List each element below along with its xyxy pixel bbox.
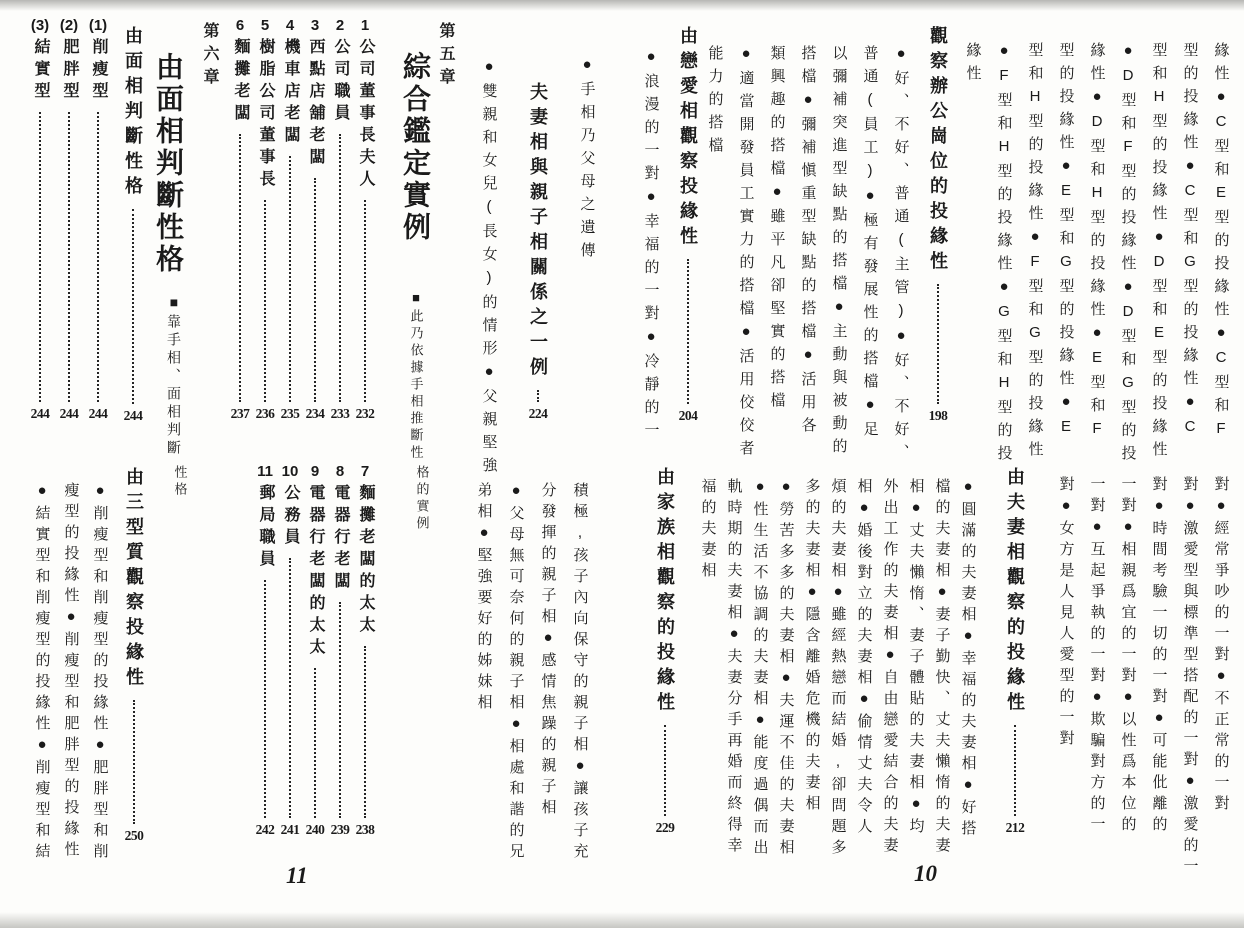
dotted-leader	[68, 112, 70, 402]
entry-number: (1)	[88, 17, 108, 34]
page-number: 250	[124, 827, 144, 843]
page-number: 242	[255, 821, 275, 837]
chapter-label	[194, 22, 224, 91]
toc-list-column	[1144, 42, 1174, 464]
toc-numbered-entry	[277, 18, 303, 420]
toc-text: ●父母無可奈何的親子相●相處和諧的兄	[507, 482, 525, 864]
toc-section-entry	[645, 467, 685, 834]
toc-text: 一對●互起爭執的一對●欺騙對方的一	[1088, 476, 1106, 837]
page-number: 232	[355, 405, 375, 421]
toc-text: 對●經常爭吵的一對●不正常的一對	[1212, 476, 1230, 816]
toc-text: ●圓滿的夫妻相●幸福的夫妻相●好搭	[959, 478, 977, 841]
toc-list-column	[793, 45, 823, 440]
toc-text: 型的投緣性●E型和G型的投緣性●E	[1057, 42, 1075, 443]
dotted-leader	[289, 156, 291, 402]
toc-text: 第五章	[437, 22, 454, 91]
dotted-leader	[314, 668, 316, 818]
toc-text: 第六章	[201, 22, 218, 91]
toc-text: 一對●相親爲宜的一對●以性爲本位的	[1119, 476, 1137, 837]
toc-list-column	[719, 478, 749, 858]
entry-number: 10	[281, 463, 299, 480]
toc-list-column	[1175, 476, 1205, 879]
toc-section-entry	[668, 26, 708, 422]
toc-list-column	[886, 45, 916, 467]
page-number: 234	[305, 405, 325, 421]
folio-page-number-left: 11	[286, 863, 308, 888]
dotted-leader	[239, 134, 241, 402]
page-number: 244	[88, 405, 108, 421]
toc-text: 型的投緣性●C型和G型的投緣性●C	[1181, 42, 1199, 443]
toc-text: ●好、不好、普通(主管)●好、不好、	[892, 45, 910, 467]
toc-text: 檔的夫妻相●妻子勤快、丈夫懶惰的夫妻	[933, 478, 951, 858]
margin-note	[404, 290, 428, 462]
note-continuation	[410, 465, 434, 533]
toc-text: 格的實例	[414, 465, 430, 533]
toc-numbered-entry	[227, 18, 253, 420]
toc-text: 性格	[172, 465, 188, 499]
toc-section-entry	[518, 82, 558, 420]
page-number: 240	[305, 821, 325, 837]
toc-text: 由夫妻相觀察的投緣性	[1005, 467, 1025, 717]
toc-text: 樹脂公司董事長	[257, 38, 274, 192]
toc-text: 積極,孩子內向保守的親子相●讓孩子充	[571, 482, 589, 864]
toc-list-column	[1051, 42, 1081, 443]
toc-text: ●手相乃父母之遺傳	[578, 56, 596, 265]
page-number: 212	[1005, 819, 1025, 835]
entry-number: 9	[310, 463, 320, 480]
toc-text: 機車店老闆	[282, 38, 299, 148]
toc-text: ●浪漫的一對●幸福的一對●冷靜的一	[642, 48, 660, 445]
dotted-leader	[339, 134, 341, 402]
toc-list-column	[565, 482, 595, 864]
toc-text: 由面相判斷性格	[153, 52, 184, 276]
page-number: 233	[330, 405, 350, 421]
toc-text: 郵局職員	[257, 484, 274, 572]
toc-text: 對●時間考驗一切的一對●可能仳離的	[1150, 476, 1168, 837]
scan-edge-top	[0, 0, 1244, 12]
toc-numbered-entry	[85, 18, 111, 420]
dotted-leader	[1014, 725, 1016, 816]
toc-list-column	[1082, 476, 1112, 837]
toc-text: ●勞苦多多的夫妻相●夫運不佳的夫妻相	[777, 478, 795, 860]
toc-text: 搭檔●彌補愼重型缺點的搭檔●活用各	[799, 45, 817, 440]
toc-text: ●削瘦型和削瘦型的投緣性●肥胖型和削	[91, 482, 109, 864]
entry-number: 11	[257, 463, 273, 480]
toc-list-column	[1206, 476, 1236, 816]
toc-list-column	[572, 56, 602, 265]
folio-page-number-right: 10	[914, 861, 937, 886]
toc-list-column	[875, 478, 905, 858]
dotted-leader	[537, 390, 539, 402]
page-number: 238	[355, 821, 375, 837]
toc-text: 對●女方是人見人愛型的一對	[1057, 476, 1075, 751]
toc-text: 麵攤老闆	[232, 38, 249, 126]
dotted-leader	[97, 112, 99, 402]
toc-list-column	[797, 478, 827, 816]
toc-list-column	[27, 482, 57, 864]
toc-text: 緣性●C型和E型的投緣性●C型和F	[1212, 42, 1230, 445]
toc-text: 軌時期的夫妻相●夫妻分手再婚而終得幸	[725, 478, 743, 858]
dotted-leader	[687, 259, 689, 404]
entry-number: 1	[360, 17, 370, 34]
toc-text: ●F型和H型的投緣性●G型和H型的投	[995, 42, 1013, 468]
toc-text: 緣性	[964, 42, 982, 88]
toc-text: 福的夫妻相	[699, 478, 717, 583]
toc-text: 瘦型的投緣性●削瘦型和肥胖型的投緣性	[62, 482, 80, 862]
toc-list-column	[855, 45, 885, 444]
toc-section-entry	[918, 26, 958, 422]
page-number: 204	[678, 407, 698, 423]
toc-section-entry	[995, 467, 1035, 834]
toc-text: 相●丈夫懶惰、妻子體貼的夫妻相●均	[907, 478, 925, 839]
toc-numbered-entry	[352, 18, 378, 420]
toc-text: 以彌補突進型缺點的搭檔●主動與被動的	[830, 45, 848, 461]
scan-edge-bottom	[0, 912, 1244, 928]
note-continuation	[168, 465, 192, 499]
page-number: 241	[280, 821, 300, 837]
toc-text: 型和H型的投緣性●F型和G型的投緣性	[1026, 42, 1044, 464]
toc-text: 麵攤老闆的太太	[357, 484, 374, 638]
page-number: 244	[123, 407, 143, 423]
toc-text: 綜合鑑定實例	[400, 52, 431, 244]
dotted-leader	[339, 602, 341, 818]
toc-text: ■靠手相、面相判斷	[166, 294, 182, 458]
entry-number: 4	[285, 17, 295, 34]
toc-text: 公務員	[282, 484, 299, 550]
toc-list-column	[953, 478, 983, 841]
page-number: 236	[255, 405, 275, 421]
toc-list-column	[1082, 42, 1112, 445]
margin-note	[162, 294, 186, 458]
toc-numbered-entry	[56, 18, 82, 420]
page-number: 244	[59, 405, 79, 421]
toc-text: 公司職員	[332, 38, 349, 126]
toc-text: 由三型質觀察投緣性	[124, 467, 144, 692]
toc-section-entry	[114, 467, 154, 842]
toc-text: 結實型	[32, 38, 49, 104]
toc-text: 類興趣的搭檔●雖平凡卻堅實的搭檔	[768, 45, 786, 415]
toc-numbered-entry	[327, 18, 353, 420]
toc-text: ●結實型和削瘦型的投緣性●削瘦型和結	[33, 482, 51, 864]
toc-text: 由戀愛相觀察投緣性	[678, 26, 698, 251]
toc-list-column	[693, 478, 723, 583]
toc-list-column	[824, 45, 854, 461]
toc-list-column	[1144, 476, 1174, 837]
entry-number: 5	[260, 17, 270, 34]
toc-list-column	[1113, 476, 1143, 837]
dotted-leader	[937, 284, 939, 404]
toc-list-column	[927, 478, 957, 858]
dotted-leader	[364, 646, 366, 818]
toc-text: 緣性●D型和H型的投緣性●E型和F	[1088, 42, 1106, 445]
toc-list-column	[901, 478, 931, 839]
toc-list-column	[958, 42, 988, 88]
entry-number: 6	[235, 17, 245, 34]
toc-text: ●D型和F型的投緣性●D型和G型的投	[1119, 42, 1137, 468]
page-number: 244	[30, 405, 50, 421]
toc-text: 能力的搭檔	[706, 45, 724, 160]
toc-list-column	[849, 478, 879, 839]
dotted-leader	[264, 580, 266, 818]
toc-list-column	[771, 478, 801, 860]
toc-numbered-entry	[352, 464, 378, 836]
toc-list-column	[636, 48, 666, 445]
toc-text: 對●激愛型與標準型搭配的一對●激愛的一	[1181, 476, 1199, 879]
toc-text: 公司董事長夫人	[357, 38, 374, 192]
toc-text: 夫妻相與親子相關係之一例	[528, 82, 548, 382]
toc-text: 削瘦型	[90, 38, 107, 104]
dotted-leader	[664, 725, 666, 816]
page-number: 229	[655, 819, 675, 835]
toc-numbered-entry	[302, 464, 328, 836]
toc-text: 觀察辦公崗位的投緣性	[928, 26, 948, 276]
toc-list-column	[533, 482, 563, 820]
toc-list-column	[762, 45, 792, 415]
toc-text: 由家族相觀察的投緣性	[655, 467, 675, 717]
entry-number: 8	[335, 463, 345, 480]
toc-text: 電器行老闆	[332, 484, 349, 594]
toc-section-entry	[114, 26, 152, 422]
toc-text: ●性生活不協調的夫妻相●能度過偶而出	[751, 478, 769, 860]
toc-text: 相●婚後對立的夫妻相●偷情丈夫令人	[855, 478, 873, 839]
chapter-title	[392, 52, 438, 244]
toc-text: ●適當開發員工實力的搭檔●活用佼佼者	[737, 45, 755, 463]
dotted-leader	[364, 200, 366, 402]
toc-list-column	[745, 478, 775, 860]
dotted-leader	[132, 209, 134, 404]
page-number: 235	[280, 405, 300, 421]
toc-list-column	[731, 45, 761, 463]
toc-list-column	[989, 42, 1019, 468]
dotted-leader	[133, 700, 135, 824]
toc-text: 型和H型的投緣性●D型和E型的投緣性	[1150, 42, 1168, 464]
toc-numbered-entry	[252, 18, 278, 420]
page-number: 237	[230, 405, 250, 421]
toc-text: 普通(員工)●極有發展性的搭檔●足	[861, 45, 879, 444]
dotted-leader	[39, 112, 41, 402]
toc-text: ●雙親和女兒(長女)的情形●父親堅強	[480, 58, 498, 480]
toc-text: 由面相判斷性格	[123, 26, 143, 201]
toc-numbered-entry	[252, 464, 278, 836]
toc-list-column	[474, 58, 504, 480]
toc-list-column	[56, 482, 86, 862]
toc-text: 外出工作的夫妻相●自由戀愛結合的夫妻	[881, 478, 899, 858]
page-number: 239	[330, 821, 350, 837]
entry-number: 2	[335, 17, 345, 34]
toc-text: 肥胖型	[61, 38, 78, 104]
toc-numbered-entry	[277, 464, 303, 836]
toc-list-column	[823, 478, 853, 860]
toc-list-column	[1206, 42, 1236, 445]
toc-list-column	[501, 482, 531, 864]
dotted-leader	[264, 200, 266, 402]
toc-text: 分發揮的親子相●感情焦躁的親子相	[539, 482, 557, 820]
toc-text: 電器行老闆的太太	[307, 484, 324, 660]
dotted-leader	[289, 558, 291, 818]
toc-text: 西點店舖老闆	[307, 38, 324, 170]
page-number: 198	[928, 407, 948, 423]
entry-number: 7	[360, 463, 370, 480]
toc-list-column	[1051, 476, 1081, 751]
entry-number: (3)	[30, 17, 50, 34]
toc-text: ■此乃依據手相推斷性	[408, 290, 424, 462]
toc-list-column	[1113, 42, 1143, 468]
dotted-leader	[314, 178, 316, 402]
toc-text: 多的夫妻相●隱含離婚危機的夫妻相	[803, 478, 821, 816]
toc-list-column	[469, 482, 499, 715]
toc-list-column	[1175, 42, 1205, 443]
toc-numbered-entry	[327, 464, 353, 836]
toc-numbered-entry	[27, 18, 53, 420]
toc-list-column	[85, 482, 115, 864]
toc-numbered-entry	[302, 18, 328, 420]
toc-list-column	[1020, 42, 1050, 464]
toc-text: 弟相●堅強要好的姊妹相	[475, 482, 493, 715]
entry-number: 3	[310, 17, 320, 34]
page-number: 224	[528, 405, 548, 421]
entry-number: (2)	[59, 17, 79, 34]
toc-text: 煩的夫妻相●雖經熱戀而結婚,卻問題多	[829, 478, 847, 860]
